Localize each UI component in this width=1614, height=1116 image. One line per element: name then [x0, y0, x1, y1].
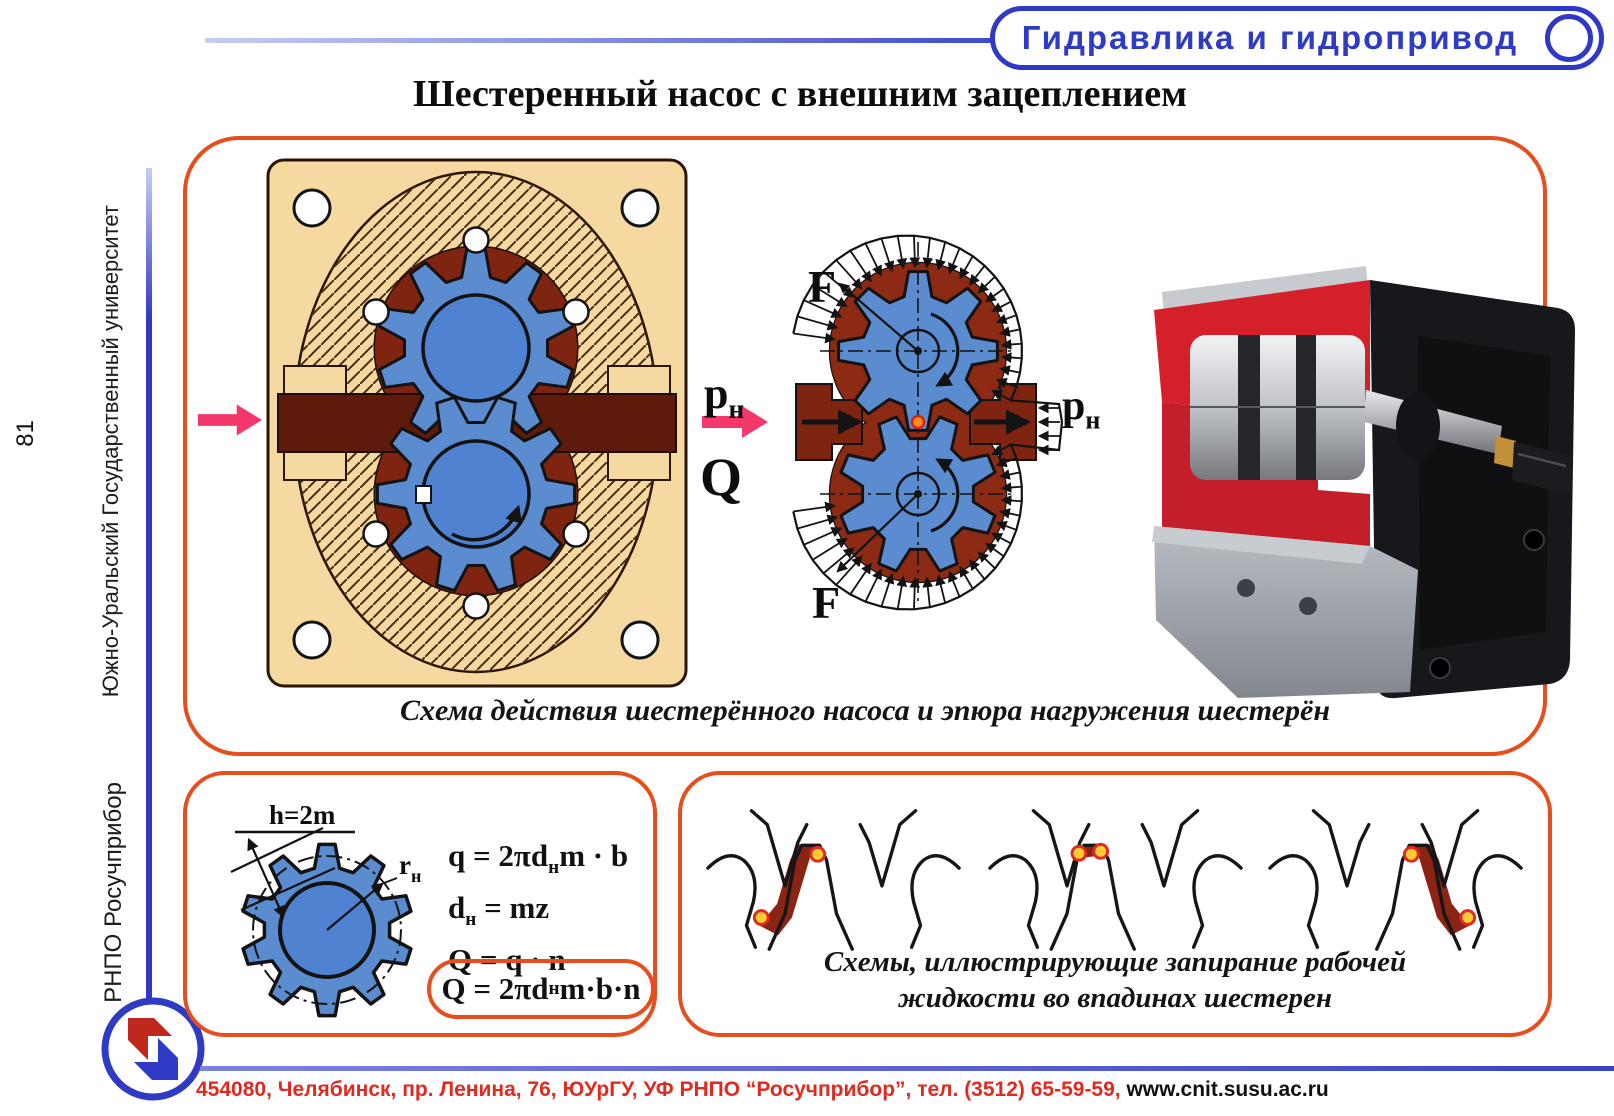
- force-label-bottom: F: [812, 577, 841, 626]
- tooth-height-label: h=2m: [269, 800, 336, 830]
- footer-website: www.cnit.susu.ac.ru: [1126, 1078, 1329, 1101]
- tooth-locking-sketch-3: [1264, 798, 1529, 956]
- shaft-key: [416, 486, 431, 503]
- formula-flow-rate: Q = q · n: [448, 942, 566, 978]
- sidebar-divider-line: [146, 168, 152, 1008]
- force-label-top: F: [808, 261, 837, 312]
- page-number: 81: [12, 420, 39, 447]
- mesh-point-dot: [912, 416, 924, 428]
- pump-cutaway-photo: [1118, 240, 1610, 700]
- inlet-arrow: [198, 404, 262, 436]
- footer-rule-line: [200, 1066, 1614, 1071]
- brass-ring: [1494, 436, 1516, 468]
- tooth-locking-sketch-2: [982, 798, 1247, 956]
- course-tab: [990, 6, 1604, 70]
- main-caption: Схема действия шестерённого насоса и эпюра нагружения шестерён: [400, 694, 1330, 727]
- course-tab-label: Гидравлика и гидропривод: [1021, 19, 1519, 56]
- formula-pitch-diameter: $d_н$ = mz: [448, 890, 550, 931]
- sidebar-organization-label: РНПО Росучприбор: [100, 782, 127, 1003]
- formula-specific-flow: $q = 2\pi d_нm \cdot b$: [448, 838, 629, 879]
- boxed-formula: Q = 2πd н m·b·n: [427, 959, 655, 1019]
- locking-caption-line1: Схемы, иллюстрирующие запирание рабочей: [823, 946, 1407, 978]
- tab-circle-icon: [1545, 14, 1593, 62]
- gear-geometry-diagram: [205, 788, 450, 1038]
- shaft-collar: [1396, 392, 1440, 460]
- radius-label: $r_н$: [399, 850, 422, 886]
- outlet-flow-label: Q: [700, 447, 743, 507]
- page-title: Шестеренный насос с внешним зацеплением: [413, 73, 1187, 115]
- outlet-pressure-label: $p_н$: [704, 369, 745, 424]
- tooth-locking-sketch-1: [700, 798, 965, 956]
- load-pressure-label: $p_н$: [1062, 383, 1101, 435]
- gear-load-diagram: [768, 226, 1102, 626]
- header-rule-line: [205, 38, 995, 43]
- footer-address: 454080, Челябинск, пр. Ленина, 76, ЮУрГУ, УФ РНПО “Росучприбор”, тел. (3512) 65-59-59, www.cnit.susu.ac.ru: [196, 1078, 1329, 1101]
- pump-cross-section-diagram: [256, 150, 706, 698]
- sidebar-university-label: Южно-Уральский Государственный университет: [98, 205, 123, 698]
- locking-caption-line2: жидкости во впадинах шестерен: [898, 982, 1332, 1014]
